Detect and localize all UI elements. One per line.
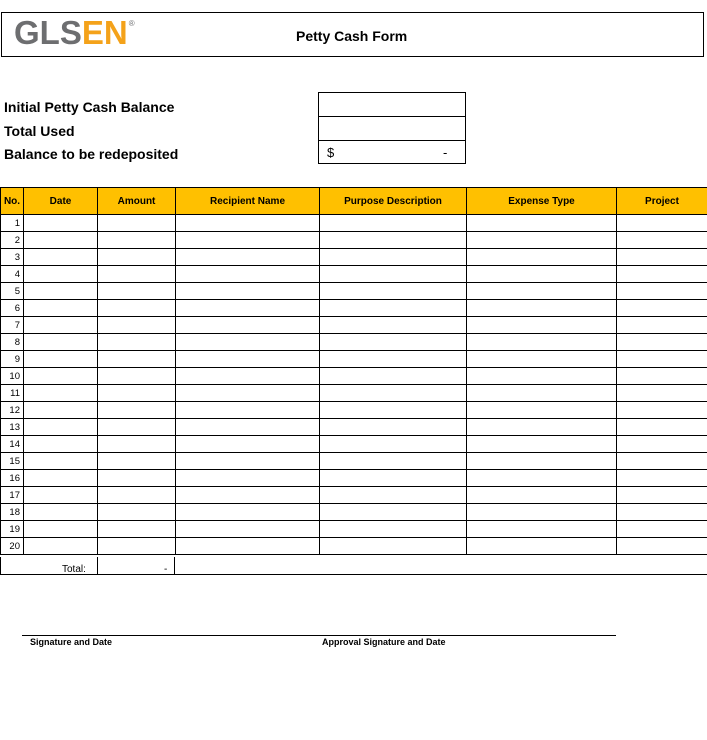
expense-type-cell[interactable]: [467, 402, 617, 419]
project-cell[interactable]: [617, 385, 707, 402]
table-row: [1, 266, 707, 283]
purpose-cell[interactable]: [320, 266, 467, 283]
row-number: 16: [1, 470, 24, 487]
table-row: [1, 521, 707, 538]
table-row: [1, 385, 707, 402]
date-cell[interactable]: [24, 249, 98, 266]
total-row-rule: [0, 574, 707, 575]
date-cell[interactable]: [24, 487, 98, 504]
amount-cell[interactable]: [98, 453, 176, 470]
row-number: 1: [1, 215, 24, 232]
expense-type-cell[interactable]: [467, 521, 617, 538]
row-number: 15: [1, 453, 24, 470]
date-cell[interactable]: [24, 521, 98, 538]
row-number: 12: [1, 402, 24, 419]
amount-cell[interactable]: [98, 249, 176, 266]
purpose-cell[interactable]: [320, 436, 467, 453]
expense-table: [0, 187, 707, 555]
expense-type-cell[interactable]: [467, 368, 617, 385]
date-cell[interactable]: [24, 266, 98, 283]
table-row: [1, 334, 707, 351]
project-cell[interactable]: [617, 368, 707, 385]
amount-cell[interactable]: [98, 232, 176, 249]
purpose-cell[interactable]: [320, 487, 467, 504]
date-cell[interactable]: [24, 232, 98, 249]
total-value: -: [164, 564, 168, 575]
column-header-project: Project: [617, 188, 707, 215]
purpose-cell[interactable]: [320, 351, 467, 368]
project-cell[interactable]: [617, 317, 707, 334]
table-row: [1, 351, 707, 368]
amount-cell[interactable]: [98, 266, 176, 283]
total-used-label: Total Used: [4, 123, 75, 139]
purpose-cell[interactable]: [320, 283, 467, 300]
recipient-cell[interactable]: [176, 232, 320, 249]
table-row: [1, 487, 707, 504]
project-cell[interactable]: [617, 487, 707, 504]
expense-type-cell[interactable]: [467, 470, 617, 487]
date-cell[interactable]: [24, 402, 98, 419]
recipient-cell[interactable]: [176, 538, 320, 555]
purpose-cell[interactable]: [320, 249, 467, 266]
project-cell[interactable]: [617, 283, 707, 300]
date-cell[interactable]: [24, 453, 98, 470]
row-number: 13: [1, 419, 24, 436]
amount-cell[interactable]: [98, 334, 176, 351]
project-cell[interactable]: [617, 300, 707, 317]
form-title: Petty Cash Form: [296, 28, 408, 44]
amount-cell[interactable]: [98, 385, 176, 402]
expense-type-cell[interactable]: [467, 351, 617, 368]
date-cell[interactable]: [24, 504, 98, 521]
amount-cell[interactable]: [98, 300, 176, 317]
row-number: 6: [1, 300, 24, 317]
purpose-cell[interactable]: [320, 317, 467, 334]
project-cell[interactable]: [617, 436, 707, 453]
signature-line: [22, 635, 616, 636]
date-cell[interactable]: [24, 368, 98, 385]
recipient-cell[interactable]: [176, 504, 320, 521]
purpose-cell[interactable]: [320, 402, 467, 419]
total-used-field[interactable]: [318, 116, 466, 141]
project-cell[interactable]: [617, 232, 707, 249]
amount-cell[interactable]: [98, 283, 176, 300]
table-row: [1, 317, 707, 334]
date-cell[interactable]: [24, 334, 98, 351]
project-cell[interactable]: [617, 351, 707, 368]
date-cell[interactable]: [24, 419, 98, 436]
recipient-cell[interactable]: [176, 436, 320, 453]
recipient-cell[interactable]: [176, 249, 320, 266]
row-number: 9: [1, 351, 24, 368]
expense-type-cell[interactable]: [467, 538, 617, 555]
amount-cell[interactable]: [98, 521, 176, 538]
column-header-recipient: Recipient Name: [176, 188, 320, 215]
expense-type-cell[interactable]: [467, 385, 617, 402]
project-cell[interactable]: [617, 402, 707, 419]
date-cell[interactable]: [24, 215, 98, 232]
purpose-cell[interactable]: [320, 538, 467, 555]
row-number: 11: [1, 385, 24, 402]
date-cell[interactable]: [24, 385, 98, 402]
row-number: 7: [1, 317, 24, 334]
table-row: [1, 504, 707, 521]
table-row: [1, 249, 707, 266]
purpose-cell[interactable]: [320, 453, 467, 470]
date-cell[interactable]: [24, 283, 98, 300]
amount-cell[interactable]: [98, 487, 176, 504]
row-number: 19: [1, 521, 24, 538]
row-number: 14: [1, 436, 24, 453]
recipient-cell[interactable]: [176, 385, 320, 402]
purpose-cell[interactable]: [320, 385, 467, 402]
project-cell[interactable]: [617, 504, 707, 521]
expense-type-cell[interactable]: [467, 436, 617, 453]
amount-cell[interactable]: [98, 470, 176, 487]
recipient-cell[interactable]: [176, 283, 320, 300]
column-header-purpose: Purpose Description: [320, 188, 467, 215]
project-cell[interactable]: [617, 249, 707, 266]
purpose-cell[interactable]: [320, 419, 467, 436]
project-cell[interactable]: [617, 521, 707, 538]
project-cell[interactable]: [617, 215, 707, 232]
logo-registered-mark: ®: [128, 19, 135, 28]
expense-type-cell[interactable]: [467, 334, 617, 351]
approval-signature-label: Approval Signature and Date: [322, 637, 446, 647]
amount-cell[interactable]: [98, 402, 176, 419]
column-header-amount: Amount: [98, 188, 176, 215]
table-row: [1, 419, 707, 436]
row-number: 8: [1, 334, 24, 351]
purpose-cell[interactable]: [320, 334, 467, 351]
purpose-cell[interactable]: [320, 300, 467, 317]
expense-type-cell[interactable]: [467, 266, 617, 283]
expense-type-cell[interactable]: [467, 283, 617, 300]
expense-type-cell[interactable]: [467, 453, 617, 470]
date-cell[interactable]: [24, 538, 98, 555]
purpose-cell[interactable]: [320, 504, 467, 521]
recipient-cell[interactable]: [176, 453, 320, 470]
expense-type-cell[interactable]: [467, 215, 617, 232]
currency-symbol: $: [327, 145, 335, 160]
purpose-cell[interactable]: [320, 232, 467, 249]
recipient-cell[interactable]: [176, 368, 320, 385]
recipient-cell[interactable]: [176, 419, 320, 436]
expense-type-cell[interactable]: [467, 249, 617, 266]
amount-cell[interactable]: [98, 351, 176, 368]
expense-type-cell[interactable]: [467, 504, 617, 521]
table-row: [1, 232, 707, 249]
amount-cell[interactable]: [98, 436, 176, 453]
balance-redeposit-value: -: [443, 145, 448, 160]
amount-cell[interactable]: [98, 504, 176, 521]
purpose-cell[interactable]: [320, 470, 467, 487]
recipient-cell[interactable]: [176, 266, 320, 283]
purpose-cell[interactable]: [320, 521, 467, 538]
date-cell[interactable]: [24, 436, 98, 453]
total-label: Total:: [62, 564, 86, 575]
logo-text-orange: EN: [81, 14, 128, 51]
date-cell[interactable]: [24, 317, 98, 334]
total-row-divider-right: [174, 557, 175, 574]
expense-type-cell[interactable]: [467, 300, 617, 317]
recipient-cell[interactable]: [176, 521, 320, 538]
table-row: [1, 453, 707, 470]
purpose-cell[interactable]: [320, 215, 467, 232]
table-row: [1, 300, 707, 317]
table-row: [1, 470, 707, 487]
column-header-date: Date: [24, 188, 98, 215]
recipient-cell[interactable]: [176, 402, 320, 419]
amount-cell[interactable]: [98, 317, 176, 334]
column-header-expense-type: Expense Type: [467, 188, 617, 215]
expense-type-cell[interactable]: [467, 487, 617, 504]
date-cell[interactable]: [24, 351, 98, 368]
project-cell[interactable]: [617, 419, 707, 436]
recipient-cell[interactable]: [176, 215, 320, 232]
table-row: [1, 283, 707, 300]
table-row: [1, 538, 707, 555]
row-number: 5: [1, 283, 24, 300]
expense-type-cell[interactable]: [467, 419, 617, 436]
project-cell[interactable]: [617, 266, 707, 283]
total-row-divider-left: [97, 557, 98, 574]
table-header-row: [1, 188, 707, 215]
table-row: [1, 436, 707, 453]
amount-cell[interactable]: [98, 538, 176, 555]
table-row: [1, 368, 707, 385]
project-cell[interactable]: [617, 334, 707, 351]
row-number: 20: [1, 538, 24, 555]
glsen-logo: [14, 16, 135, 50]
table-row: [1, 215, 707, 232]
row-number: 3: [1, 249, 24, 266]
column-header-no: No.: [1, 188, 24, 215]
amount-cell[interactable]: [98, 215, 176, 232]
signature-label: Signature and Date: [30, 637, 113, 647]
amount-cell[interactable]: [98, 419, 176, 436]
balance-redeposit-label: Balance to be redeposited: [4, 146, 179, 162]
total-row-edge: [0, 557, 1, 574]
purpose-cell[interactable]: [320, 368, 467, 385]
amount-cell[interactable]: [98, 368, 176, 385]
recipient-cell[interactable]: [176, 487, 320, 504]
balance-redeposit-field[interactable]: [318, 140, 466, 164]
row-number: 4: [1, 266, 24, 283]
expense-type-cell[interactable]: [467, 317, 617, 334]
date-cell[interactable]: [24, 300, 98, 317]
project-cell[interactable]: [617, 538, 707, 555]
logo-text-gray: GLS: [14, 14, 82, 51]
recipient-cell[interactable]: [176, 334, 320, 351]
project-cell[interactable]: [617, 453, 707, 470]
row-number: 2: [1, 232, 24, 249]
project-cell[interactable]: [617, 470, 707, 487]
recipient-cell[interactable]: [176, 317, 320, 334]
row-number: 17: [1, 487, 24, 504]
initial-balance-field[interactable]: [318, 92, 466, 117]
row-number: 18: [1, 504, 24, 521]
recipient-cell[interactable]: [176, 300, 320, 317]
table-row: [1, 402, 707, 419]
recipient-cell[interactable]: [176, 351, 320, 368]
row-number: 10: [1, 368, 24, 385]
recipient-cell[interactable]: [176, 470, 320, 487]
date-cell[interactable]: [24, 470, 98, 487]
expense-type-cell[interactable]: [467, 232, 617, 249]
initial-balance-label: Initial Petty Cash Balance: [4, 99, 175, 115]
